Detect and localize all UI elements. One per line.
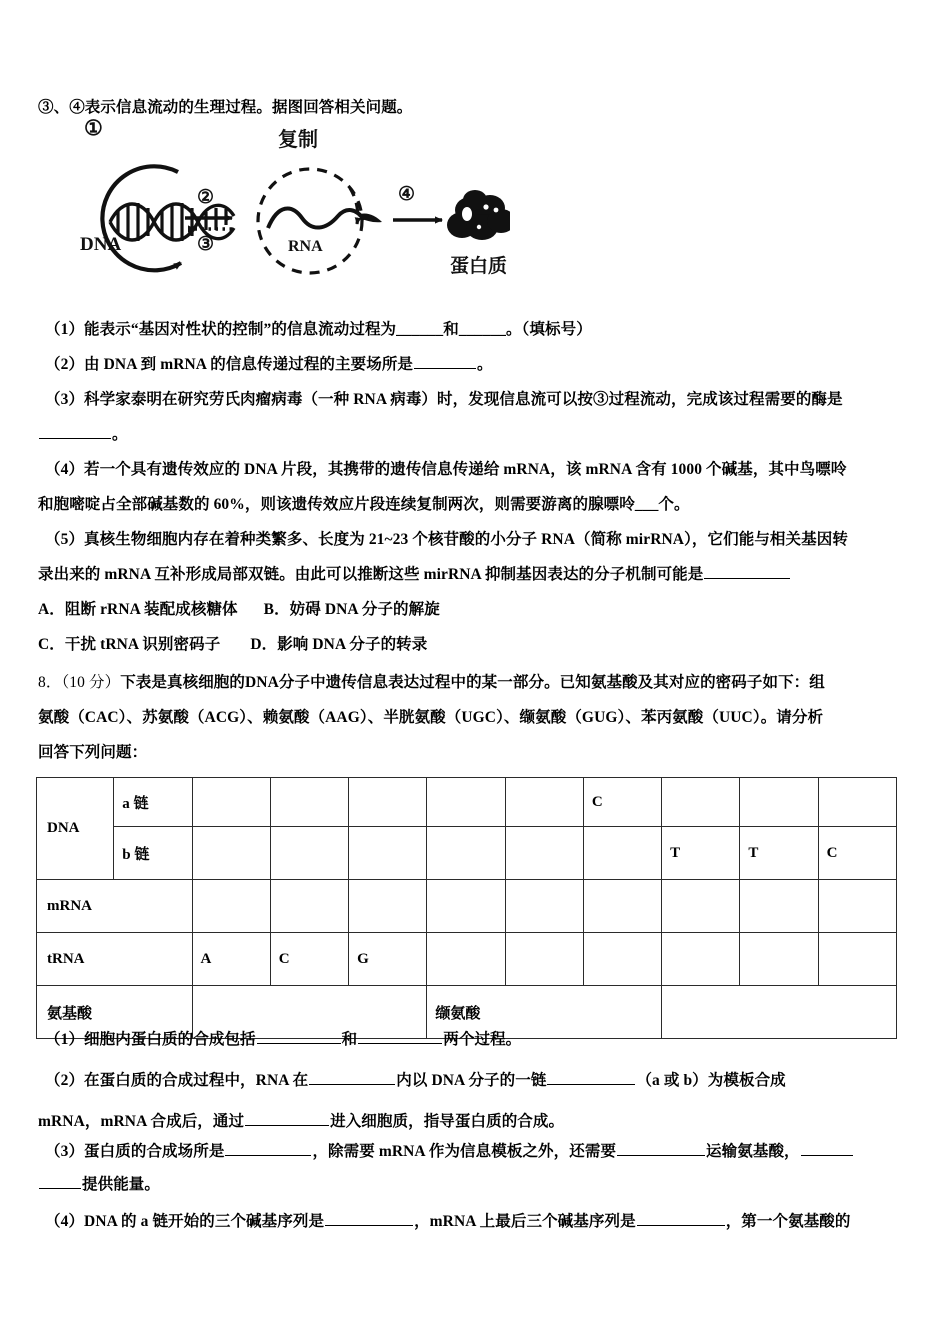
answer-blank[interactable]: [245, 1111, 329, 1126]
q8-item-1-pre: （1）细胞内蛋白质的合成包括: [45, 1031, 256, 1048]
q7-item-5-line1: （5）真核生物细胞内存在着种类繁多、长度为 21~23 个核苷酸的小分子 RNA（简称 mirRNA），它们能与相关基因转: [45, 531, 848, 548]
q8-item-1: [45, 1022, 521, 1057]
cell-b-2[interactable]: [270, 827, 348, 880]
q8-item-3-mid2: 运输氨基酸，: [706, 1143, 800, 1160]
cell-b-5[interactable]: [505, 827, 583, 880]
option-b[interactable]: B．妨碍 DNA 分子的解旋: [263, 601, 440, 618]
answer-blank[interactable]: [637, 1211, 725, 1226]
cell-a-5[interactable]: [505, 778, 583, 827]
q7-item-3-line2: [38, 417, 128, 452]
q8-item-1-mid: 和: [341, 1031, 358, 1048]
answer-blank[interactable]: [225, 1141, 311, 1156]
cell-trna-1[interactable]: A: [192, 933, 270, 986]
diagram-marker-4: ④: [398, 184, 416, 205]
table-row-strand-a: [37, 778, 897, 827]
q7-item-2-text: （2）由 DNA 到 mRNA 的信息传递过程的主要场所是: [45, 356, 414, 373]
cell-trna-label: tRNA: [37, 933, 193, 986]
q8-item-4-mid: ，mRNA 上最后三个碱基序列是: [414, 1213, 636, 1230]
q7-item-5-line2: [38, 557, 791, 592]
q8-item-2-line1: [45, 1063, 786, 1098]
diagram-svg: [50, 128, 510, 293]
cell-mrna-4[interactable]: [427, 880, 505, 933]
diagram-label-replication: 复制: [278, 129, 318, 151]
cell-a-7[interactable]: [662, 778, 740, 827]
q7-option-c-d: [38, 627, 427, 662]
cell-a-4[interactable]: [427, 778, 505, 827]
cell-mrna-8[interactable]: [740, 880, 818, 933]
q8-item-3-mid1: ，除需要 mRNA 作为信息模板之外，还需要: [312, 1143, 617, 1160]
cell-trna-2[interactable]: C: [270, 933, 348, 986]
answer-blank[interactable]: [39, 1174, 81, 1189]
cell-b-9[interactable]: C: [818, 827, 896, 880]
option-a[interactable]: A．阻断 rRNA 装配成核糖体: [38, 601, 238, 618]
answer-blank[interactable]: [309, 1070, 395, 1085]
q7-item-2: [45, 347, 493, 382]
q7-option-a-b: [38, 592, 440, 627]
cell-amino-3[interactable]: [662, 986, 897, 1039]
cell-amino-label: 氨基酸: [37, 986, 193, 1039]
q8-item-1-post: 两个过程。: [443, 1031, 522, 1048]
option-c[interactable]: C．干扰 tRNA 识别密码子: [38, 636, 221, 653]
q7-item-3-tail: 。: [112, 426, 128, 443]
q8-item-3-line1: [45, 1134, 854, 1169]
cell-a-8[interactable]: [740, 778, 818, 827]
cell-a-3[interactable]: [349, 778, 427, 827]
option-d[interactable]: D．影响 DNA 分子的转录: [250, 636, 428, 653]
q8-stem-text1: 下表是真核细胞的DNA分子中遗传信息表达过程中的某一部分。已知氨基酸及其对应的密码子如下：组: [120, 674, 825, 691]
genetic-information-table: [36, 777, 897, 1039]
q8-score: （10 分）: [61, 674, 121, 691]
cell-mrna-2[interactable]: [270, 880, 348, 933]
table-row-mrna: [37, 880, 897, 933]
cell-mrna-9[interactable]: [818, 880, 896, 933]
q8-item-2-l2post: 进入细胞质，指导蛋白质的合成。: [330, 1113, 565, 1130]
q8-item-2-mid1: 内以 DNA 分子的一链: [396, 1072, 547, 1089]
answer-blank[interactable]: [801, 1141, 853, 1156]
cell-mrna-5[interactable]: [505, 880, 583, 933]
cell-mrna-6[interactable]: [583, 880, 661, 933]
q8-item-3-line2: [38, 1167, 160, 1202]
cell-b-7[interactable]: T: [662, 827, 740, 880]
answer-blank[interactable]: [617, 1141, 705, 1156]
q7-item-4-line1: （4）若一个具有遗传效应的 DNA 片段，其携带的遗传信息传递给 mRNA，该 mRNA 含有 1000 个碱基，其中鸟嘌呤: [45, 461, 847, 478]
diagram-marker-3: ③: [197, 234, 215, 255]
q7-item-2-tail: 。: [477, 356, 493, 373]
q8-stem-line1: [38, 665, 825, 700]
cell-mrna-7[interactable]: [662, 880, 740, 933]
information-flow-diagram: [50, 116, 510, 293]
cell-trna-6[interactable]: [583, 933, 661, 986]
cell-trna-7[interactable]: [662, 933, 740, 986]
cell-trna-9[interactable]: [818, 933, 896, 986]
cell-trna-3[interactable]: G: [349, 933, 427, 986]
cell-trna-4[interactable]: [427, 933, 505, 986]
cell-b-1[interactable]: [192, 827, 270, 880]
cell-strand-a-label: a 链: [114, 778, 192, 827]
q7-item-1: （1）能表示“基因对性状的控制”的信息流动过程为______和______。（填标号）: [45, 321, 592, 338]
answer-blank[interactable]: [257, 1029, 341, 1044]
intro-line: ③、④表示信息流动的生理过程。据图回答相关问题。: [38, 99, 413, 116]
cell-trna-8[interactable]: [740, 933, 818, 986]
cell-trna-5[interactable]: [505, 933, 583, 986]
diagram-label-protein: 蛋白质: [450, 256, 508, 277]
q7-item-4-line2: 和胞嘧啶占全部碱基数的 60%，则该遗传效应片段连续复制两次，则需要游离的腺嘌呤___个。: [38, 496, 690, 513]
diagram-marker-1: ①: [84, 116, 103, 140]
cell-b-3[interactable]: [349, 827, 427, 880]
q8-stem-line3: 回答下列问题：: [38, 744, 148, 761]
answer-blank[interactable]: [358, 1029, 442, 1044]
diagram-label-rna: RNA: [288, 238, 323, 255]
cell-a-9[interactable]: [818, 778, 896, 827]
cell-amino-2[interactable]: 缬氨酸: [427, 986, 662, 1039]
cell-mrna-1[interactable]: [192, 880, 270, 933]
q8-number: 8．: [38, 674, 62, 691]
q8-stem-line2: 氨酸（CAC）、苏氨酸（ACG）、赖氨酸（AAG）、半胱氨酸（UGC）、缬氨酸（GUG）、苯丙氨酸（UUC）。请分析: [38, 709, 824, 726]
q7-item-5-text: 录出来的 mRNA 互补形成局部双链。由此可以推断这些 mirRNA 抑制基因表达的分子机制可能是: [38, 566, 704, 583]
protein-blob: [447, 190, 510, 240]
cell-a-6[interactable]: C: [583, 778, 661, 827]
answer-blank[interactable]: [325, 1211, 413, 1226]
q8-item-4-pre: （4）DNA 的 a 链开始的三个碱基序列是: [45, 1213, 325, 1230]
cell-a-1[interactable]: [192, 778, 270, 827]
cell-strand-b-label: b 链: [114, 827, 192, 880]
q8-item-3-pre: （3）蛋白质的合成场所是: [45, 1143, 225, 1160]
answer-blank[interactable]: [39, 424, 111, 439]
table-row-strand-b: [37, 827, 897, 880]
cell-b-8[interactable]: T: [740, 827, 818, 880]
q8-item-2-mid2: （a 或 b）为模板合成: [636, 1072, 786, 1089]
q8-item-4: [45, 1204, 851, 1239]
diagram-label-dna: DNA: [80, 234, 122, 255]
answer-blank[interactable]: [547, 1070, 635, 1085]
q7-item-3-line1: （3）科学家泰明在研究劳氏肉瘤病毒（一种 RNA 病毒）时，发现信息流可以按③过程流动，完成该过程需要的酶是: [45, 391, 843, 408]
cell-mrna-3[interactable]: [349, 880, 427, 933]
q8-item-2-pre: （2）在蛋白质的合成过程中，RNA 在: [45, 1072, 309, 1089]
q8-item-2-l2pre: mRNA，mRNA 合成后，通过: [38, 1113, 245, 1130]
cell-b-4[interactable]: [427, 827, 505, 880]
q8-item-4-post: ，第一个氨基酸的: [725, 1213, 851, 1230]
answer-blank[interactable]: [704, 564, 790, 579]
table-row-trna: [37, 933, 897, 986]
answer-blank[interactable]: [414, 354, 476, 369]
cell-b-6[interactable]: [583, 827, 661, 880]
cell-mrna-label: mRNA: [37, 880, 193, 933]
cell-dna-label: DNA: [37, 778, 114, 880]
cell-a-2[interactable]: [270, 778, 348, 827]
q8-item-3-l2post: 提供能量。: [82, 1176, 161, 1193]
diagram-marker-2: ②: [197, 187, 215, 208]
